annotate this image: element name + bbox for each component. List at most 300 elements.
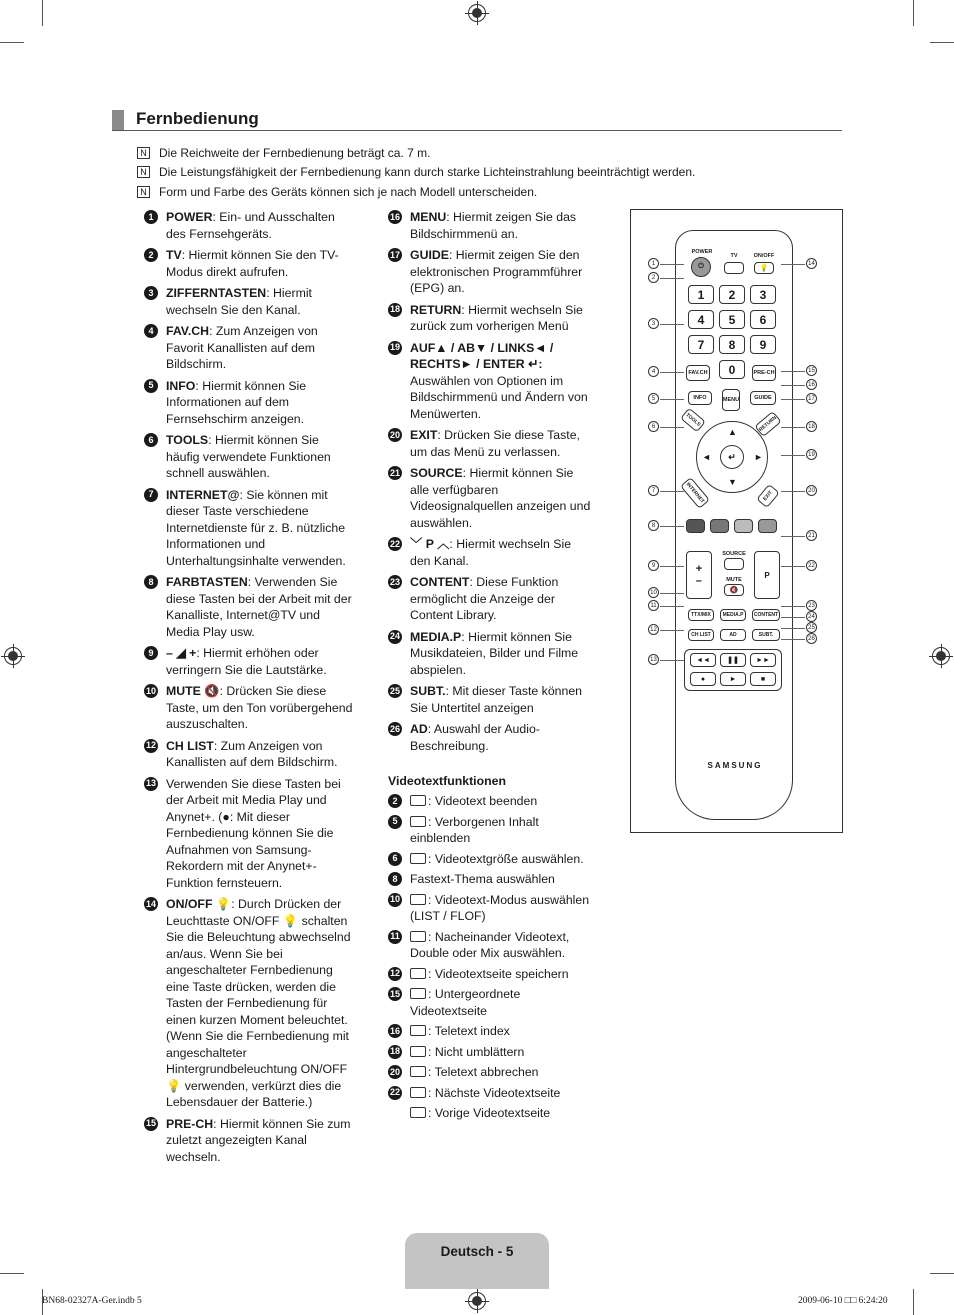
callout-leader xyxy=(660,526,684,527)
item-number: 2 xyxy=(388,794,402,808)
digit-button[interactable]: 0 xyxy=(719,360,745,379)
item-body xyxy=(166,1116,354,1166)
item-number: 19 xyxy=(388,341,402,355)
registration-mark-icon xyxy=(468,1292,486,1310)
list-item xyxy=(388,721,593,754)
button-list xyxy=(388,209,593,754)
item-number: 16 xyxy=(388,1024,402,1038)
menu-button[interactable]: MENU xyxy=(722,389,740,411)
item-key: SUBT. xyxy=(410,684,446,698)
rewind-button[interactable]: ◄◄ xyxy=(690,653,716,667)
callout-marker: 14 xyxy=(806,258,817,269)
digit-button[interactable]: 2 xyxy=(719,285,745,304)
callout-marker: 22 xyxy=(806,560,817,571)
teletext-item xyxy=(388,1044,593,1061)
item-body xyxy=(166,574,354,640)
item-text: Verwenden Sie diese Tasten bei der Arbeit mit Media Play und Anynet+. (●: Mit dieser Fernbedienung können Sie die Aufnahmen von Samsung-Rekordern mit der Anynet+-Funktion fernsteuern. xyxy=(166,776,341,890)
item-number: 12 xyxy=(388,967,402,981)
list-item xyxy=(144,738,354,771)
callout-leader xyxy=(660,630,684,631)
registration-mark-icon xyxy=(4,647,22,665)
item-text: : Hiermit zeigen Sie das Bildschirmmenü an. xyxy=(410,210,577,241)
item-text: : Verborgenen Inhalt einblenden xyxy=(410,814,539,845)
item-text: : Nacheinander Videotext, Double oder Mix auswählen. xyxy=(410,929,570,960)
enter-button[interactable]: ↵ xyxy=(720,445,744,469)
digit-button[interactable]: 4 xyxy=(688,310,714,329)
callout-marker: 11 xyxy=(648,600,659,611)
down-arrow-icon: ▼ xyxy=(728,477,737,487)
note-text: Form und Farbe des Geräts können sich je nach Modell unterscheiden. xyxy=(159,184,538,199)
item-body xyxy=(166,487,354,570)
item-number: 18 xyxy=(388,303,402,317)
item-number: 10 xyxy=(388,893,402,907)
item-body xyxy=(166,247,354,280)
digit-button[interactable]: 9 xyxy=(750,335,776,354)
mediap-button[interactable]: MEDIA.P xyxy=(720,609,746,621)
callout-marker: 8 xyxy=(648,520,659,531)
item-text: : Untergeordnete Videotextseite xyxy=(410,987,521,1018)
play-button[interactable]: ► xyxy=(720,672,746,686)
item-key: AUF▲ / AB▼ / LINKS◄ / RECHTS► / ENTER ↵: xyxy=(410,340,554,371)
callout-leader xyxy=(781,455,805,456)
item-text: : Hiermit zeigen Sie den elektronischen Programmführer (EPG) an. xyxy=(410,248,583,295)
item-key: SOURCE xyxy=(410,466,463,480)
teletext-key-icon xyxy=(410,968,426,979)
item-key: RETURN xyxy=(410,302,462,317)
item-key: FARBTASTEN xyxy=(166,575,248,589)
item-text: : Hiermit wechseln Sie den Kanal. xyxy=(166,286,312,317)
power-button[interactable]: ⏻ xyxy=(691,257,711,277)
item-number: 20 xyxy=(388,1065,402,1079)
item-key: – ◢ + xyxy=(166,646,197,660)
item-body xyxy=(166,738,354,771)
item-number: 11 xyxy=(388,930,402,944)
callout-marker: 3 xyxy=(648,318,659,329)
item-number: 3 xyxy=(144,286,158,300)
item-body xyxy=(410,929,593,962)
callout-marker: 23 xyxy=(806,600,817,611)
teletext-key-icon xyxy=(410,816,426,827)
item-body xyxy=(166,378,354,428)
mute-button[interactable]: 🔇 xyxy=(724,584,744,596)
right-arrow-icon: ► xyxy=(754,452,763,462)
item-key: FAV.CH xyxy=(166,324,210,338)
item-text: : Drücken Sie diese Taste, um den Ton vorübergehend auszuschalten. xyxy=(166,684,353,731)
fast-forward-button[interactable]: ►► xyxy=(750,653,776,667)
subt-button[interactable]: SUBT. xyxy=(752,629,780,641)
teletext-key-icon xyxy=(410,795,426,806)
teletext-key-icon xyxy=(410,1107,426,1118)
prech-button[interactable]: PRE-CH xyxy=(752,365,776,381)
callout-leader xyxy=(781,264,805,265)
item-text: : Auswahl der Audio-Beschreibung. xyxy=(410,722,540,753)
crop-mark xyxy=(0,42,24,43)
item-body xyxy=(410,1044,524,1061)
mute-label: MUTE xyxy=(726,577,742,583)
callout-leader xyxy=(660,372,684,373)
list-item xyxy=(144,896,354,1111)
item-body xyxy=(166,209,354,242)
list-item xyxy=(388,536,593,569)
item-key: INFO xyxy=(166,378,196,393)
color-key-button[interactable] xyxy=(758,519,777,533)
callout-leader xyxy=(781,639,805,640)
item-number: 20 xyxy=(388,428,402,442)
item-number: 5 xyxy=(388,815,402,829)
teletext-item xyxy=(388,871,593,888)
callout-marker: 25 xyxy=(806,622,817,633)
stop-button[interactable]: ■ xyxy=(750,672,776,686)
teletext-item xyxy=(388,1085,593,1102)
item-text: : Zum Anzeigen von Kanallisten auf dem Bildschirm. xyxy=(166,738,338,769)
callout-leader xyxy=(660,566,684,567)
item-text: : Hiermit können Sie Informationen auf dem Fernsehschirm anzeigen. xyxy=(166,378,307,426)
callout-leader xyxy=(781,606,805,607)
item-number: 17 xyxy=(388,248,402,262)
item-number: 6 xyxy=(388,852,402,866)
callout-leader xyxy=(781,371,805,372)
item-key: ZIFFERNTASTEN xyxy=(166,286,267,300)
note-text: Die Leistungsfähigkeit der Fernbedienung kann durch starke Lichteinstrahlung beeinträchtigt werden. xyxy=(159,165,696,180)
color-key-button[interactable] xyxy=(686,519,705,533)
callout-leader xyxy=(781,628,805,629)
teletext-key-icon xyxy=(410,1066,426,1077)
callout-marker: 13 xyxy=(648,654,659,665)
callout-marker: 6 xyxy=(648,421,659,432)
callout-marker: 5 xyxy=(648,393,659,404)
callout-marker: 4 xyxy=(648,366,659,377)
info-button[interactable]: INFO xyxy=(688,391,712,405)
channel-rocker[interactable]: P xyxy=(754,551,780,599)
list-item xyxy=(144,645,354,678)
note-item xyxy=(137,143,695,163)
tools-button[interactable]: TOOLS xyxy=(680,408,706,433)
teletext-key-icon xyxy=(410,1087,426,1098)
section-divider xyxy=(112,130,842,131)
page-title: Fernbedienung xyxy=(136,109,259,128)
item-body xyxy=(410,1085,560,1102)
registration-mark-icon xyxy=(932,647,950,665)
item-key: MEDIA.P xyxy=(410,629,462,644)
callout-marker: 10 xyxy=(648,587,659,598)
item-body xyxy=(410,851,584,868)
internet-button[interactable]: INTERNET xyxy=(680,477,710,509)
item-text: : Vorige Videotextseite xyxy=(428,1106,551,1120)
callout-leader xyxy=(660,427,684,428)
item-number: 22 xyxy=(388,1086,402,1100)
item-text: Fastext-Thema auswählen xyxy=(410,872,555,886)
light-button[interactable]: 💡 xyxy=(754,262,774,274)
callout-marker: 21 xyxy=(806,530,817,541)
item-key: AD xyxy=(410,722,428,736)
item-text: : Nicht umblättern xyxy=(428,1044,525,1059)
item-number: 12 xyxy=(144,739,158,753)
item-body xyxy=(410,209,593,242)
up-arrow-icon: ▲ xyxy=(728,427,737,437)
callout-leader xyxy=(660,660,684,661)
teletext-item xyxy=(388,851,593,868)
item-text: : Videotextseite speichern xyxy=(428,966,569,981)
digit-button[interactable]: 8 xyxy=(719,335,745,354)
item-body xyxy=(410,302,593,335)
item-number: 10 xyxy=(144,684,158,698)
crop-mark xyxy=(930,1273,954,1274)
item-body xyxy=(410,892,593,925)
item-text: : Videotextgröße auswählen. xyxy=(428,851,584,866)
note-item xyxy=(137,182,695,202)
crop-mark xyxy=(913,1289,914,1315)
power-label: POWER xyxy=(691,249,713,255)
ad-button[interactable]: AD xyxy=(720,629,746,641)
list-item xyxy=(144,487,354,570)
item-key: PRE-CH xyxy=(166,1116,214,1131)
tv-button[interactable] xyxy=(724,262,744,274)
guide-button[interactable]: GUIDE xyxy=(750,391,776,405)
teletext-key-icon xyxy=(410,894,426,905)
item-body xyxy=(166,645,354,678)
registration-mark-icon xyxy=(468,4,486,22)
source-button[interactable] xyxy=(724,558,744,570)
left-arrow-icon: ◄ xyxy=(702,452,711,462)
list-item xyxy=(388,465,593,531)
teletext-item xyxy=(388,966,593,983)
item-text: Auswählen von Optionen im Bildschirmmenü und Ändern von Menüwerten. xyxy=(410,373,588,421)
item-number: 15 xyxy=(144,1117,158,1131)
callout-marker: 26 xyxy=(806,633,817,644)
item-body xyxy=(410,986,593,1019)
item-number: 1 xyxy=(144,210,158,224)
crop-mark xyxy=(42,0,43,26)
callout-leader xyxy=(781,399,805,400)
item-body xyxy=(410,966,569,983)
callout-marker: 15 xyxy=(806,365,817,376)
callout-leader xyxy=(660,491,684,492)
item-number: 26 xyxy=(388,722,402,736)
callout-marker: 16 xyxy=(806,379,817,390)
item-body xyxy=(410,1064,539,1081)
teletext-item xyxy=(388,986,593,1019)
item-body xyxy=(410,536,593,569)
item-number: 25 xyxy=(388,684,402,698)
item-number: 4 xyxy=(144,324,158,338)
item-number: 23 xyxy=(388,575,402,589)
item-text: : Diese Funktion ermöglicht die Anzeige der Content Library. xyxy=(410,575,559,622)
callout-leader xyxy=(781,427,805,428)
item-number: 8 xyxy=(144,575,158,589)
item-text: : Verwenden Sie diese Tasten bei der Arbeit mit der Kanalliste, Internet@TV und Media Play usw. xyxy=(166,575,352,639)
item-key: CH LIST xyxy=(166,738,214,753)
digit-button[interactable]: 6 xyxy=(750,310,776,329)
callout-leader xyxy=(781,617,805,618)
list-item xyxy=(144,209,354,242)
item-text: : Hiermit können Sie den TV-Modus direkt aufrufen. xyxy=(166,248,339,279)
item-key: INTERNET@ xyxy=(166,487,240,502)
crop-mark xyxy=(913,0,914,26)
item-text: : Hiermit können Sie alle verfügbaren Videosignalquellen anzeigen und auswählen. xyxy=(410,466,591,530)
item-number: 21 xyxy=(388,466,402,480)
item-text: : Teletext abbrechen xyxy=(428,1065,539,1079)
item-number: 15 xyxy=(388,987,402,1001)
item-text: : Ein- und Ausschalten des Fernsehgeräts. xyxy=(166,210,335,241)
note-icon: N xyxy=(137,166,150,178)
crop-mark xyxy=(0,1273,24,1274)
item-number: 9 xyxy=(144,646,158,660)
item-number: 13 xyxy=(144,777,158,791)
source-label: SOURCE xyxy=(722,551,746,557)
item-number: 16 xyxy=(388,210,402,224)
callout-marker: 17 xyxy=(806,393,817,404)
teletext-item xyxy=(388,929,593,962)
item-text: : Zum Anzeigen von Favorit Kanallisten auf dem Bildschirm. xyxy=(166,324,318,371)
item-number: 8 xyxy=(388,872,402,886)
item-body xyxy=(166,776,354,892)
list-item xyxy=(144,1116,354,1166)
digit-button[interactable]: 7 xyxy=(688,335,714,354)
item-body xyxy=(166,896,354,1111)
item-text: : Hiermit können Sie häufig verwendete Funktionen schnell auswählen. xyxy=(166,433,331,480)
item-text: : Videotext-Modus auswählen (LIST / FLOF) xyxy=(410,892,590,923)
digit-button[interactable]: 3 xyxy=(750,285,776,304)
callout-marker: 20 xyxy=(806,485,817,496)
item-body xyxy=(166,683,354,733)
item-text: : Hiermit können Sie Musikdateien, Bilder und Filme abspielen. xyxy=(410,629,579,677)
teletext-key-icon xyxy=(410,1025,426,1036)
callout-leader xyxy=(660,324,684,325)
item-text: : Drücken Sie diese Taste, um das Menü zu verlassen. xyxy=(410,428,580,459)
callout-leader xyxy=(781,536,805,537)
item-text: : Hiermit können Sie zum zuletzt angezeigten Kanal wechseln. xyxy=(166,1116,351,1164)
callout-marker: 1 xyxy=(648,258,659,269)
item-text: : Nächste Videotextseite xyxy=(428,1085,561,1100)
section-bar xyxy=(112,110,124,130)
return-button[interactable]: RETURN xyxy=(754,411,781,437)
callout-leader xyxy=(781,385,805,386)
item-key: TV xyxy=(166,248,182,262)
list-item xyxy=(388,574,593,624)
item-text: : Durch Drücken der Leuchttaste ON/OFF 💡 schalten Sie die Beleuchtung abwechselnd an/aus. Wenn Sie bei angeschalteter Fernbedienung eine Taste drücken, werden die Tasten der Fernbedienung für einen kurzen Moment beleuchtet. (Wenn Sie die Fernbedienung mit angeschalteter Hintergrundbeleuchtung ON/OFF 💡 verwenden, verkürzt dies die Lebensdauer der Batterie.) xyxy=(166,897,351,1109)
list-item xyxy=(388,340,593,423)
color-key-button[interactable] xyxy=(710,519,729,533)
list-item xyxy=(144,247,354,280)
list-item xyxy=(388,247,593,297)
item-key: TOOLS xyxy=(166,433,209,447)
exit-button[interactable]: EXIT xyxy=(756,484,780,508)
teletext-item xyxy=(388,1105,593,1122)
callout-marker: 2 xyxy=(648,272,659,283)
notes-list xyxy=(137,143,695,202)
imprint-file: BN68-02327A-Ger.indb 5 xyxy=(42,1296,142,1306)
page-number-tab: Deutsch - 5 xyxy=(405,1233,549,1289)
item-body xyxy=(410,340,593,423)
teletext-item xyxy=(388,793,593,810)
callout-leader xyxy=(660,264,684,265)
item-key: CONTENT xyxy=(410,575,470,589)
item-body xyxy=(410,793,537,810)
item-number: 2 xyxy=(144,248,158,262)
item-text: : Hiermit erhöhen oder verringern Sie die Lautstärke. xyxy=(166,646,327,677)
record-button[interactable]: ● xyxy=(690,672,716,686)
list-item xyxy=(144,683,354,733)
list-item xyxy=(388,427,593,460)
list-item xyxy=(144,323,354,373)
item-text: : Sie können mit dieser Taste verschiedene Internetdienste für z. B. nützliche Informationen und Unterhaltungsinhalte verwenden. xyxy=(166,487,346,568)
digit-button[interactable]: 5 xyxy=(719,310,745,329)
item-text: : Teletext index xyxy=(428,1024,510,1038)
brand-logo: SAMSUNG xyxy=(707,761,763,770)
item-text: : Mit dieser Taste können Sie Untertitel anzeigen xyxy=(410,684,583,715)
list-item xyxy=(144,432,354,482)
teletext-item xyxy=(388,1023,593,1040)
item-number: 5 xyxy=(144,379,158,393)
volume-rocker[interactable]: + – xyxy=(686,551,712,599)
item-text: : Hiermit wechseln Sie zurück zum vorherigen Menü xyxy=(410,302,583,333)
note-text: Die Reichweite der Fernbedienung beträgt ca. 7 m. xyxy=(159,145,431,160)
item-body xyxy=(166,432,354,482)
color-key-button[interactable] xyxy=(734,519,753,533)
item-body xyxy=(410,814,593,847)
item-key: MUTE 🔇 xyxy=(166,684,220,698)
right-column xyxy=(388,209,593,1126)
item-key: GUIDE xyxy=(410,248,449,262)
left-column xyxy=(144,209,354,1170)
teletext-title: Videotextfunktionen xyxy=(388,774,506,788)
teletext-item xyxy=(388,1064,593,1081)
callout-leader xyxy=(660,593,684,594)
item-key: MENU xyxy=(410,210,447,224)
item-body xyxy=(410,629,593,679)
item-body xyxy=(410,871,555,888)
item-number: 14 xyxy=(144,897,158,911)
item-body xyxy=(410,1105,550,1122)
callout-leader xyxy=(660,278,684,279)
teletext-key-icon xyxy=(410,1046,426,1057)
pause-button[interactable]: ❚❚ xyxy=(720,653,746,667)
list-item xyxy=(388,302,593,335)
item-key: POWER xyxy=(166,210,213,224)
chlist-button[interactable]: CH LIST xyxy=(688,629,714,641)
list-item xyxy=(388,209,593,242)
item-key: EXIT xyxy=(410,428,438,442)
digit-button[interactable]: 1 xyxy=(688,285,714,304)
list-item xyxy=(144,378,354,428)
item-number: 18 xyxy=(388,1045,402,1059)
crop-mark xyxy=(930,42,954,43)
content-button[interactable]: CONTENT xyxy=(752,609,780,621)
item-text: : Hiermit wechseln Sie den Kanal. xyxy=(410,537,572,568)
ttx-button[interactable]: TTX/MIX xyxy=(688,609,714,621)
onoff-label: ON/OFF xyxy=(753,253,775,259)
teletext-key-icon xyxy=(410,931,426,942)
item-body xyxy=(410,574,593,624)
callout-leader xyxy=(781,491,805,492)
list-item xyxy=(144,574,354,640)
item-number: 7 xyxy=(144,488,158,502)
remote-illustration xyxy=(630,209,843,833)
item-body xyxy=(410,721,593,754)
teletext-item xyxy=(388,892,593,925)
item-key: ﹀ P ︿ xyxy=(410,537,450,551)
item-number: 24 xyxy=(388,630,402,644)
callout-marker: 18 xyxy=(806,421,817,432)
note-item xyxy=(137,163,695,183)
item-body xyxy=(166,323,354,373)
item-body xyxy=(410,465,593,531)
remote-body xyxy=(675,230,793,820)
callout-leader xyxy=(781,566,805,567)
item-body xyxy=(410,683,593,716)
favch-button[interactable]: FAV.CH xyxy=(686,365,710,381)
callout-marker: 19 xyxy=(806,449,817,460)
